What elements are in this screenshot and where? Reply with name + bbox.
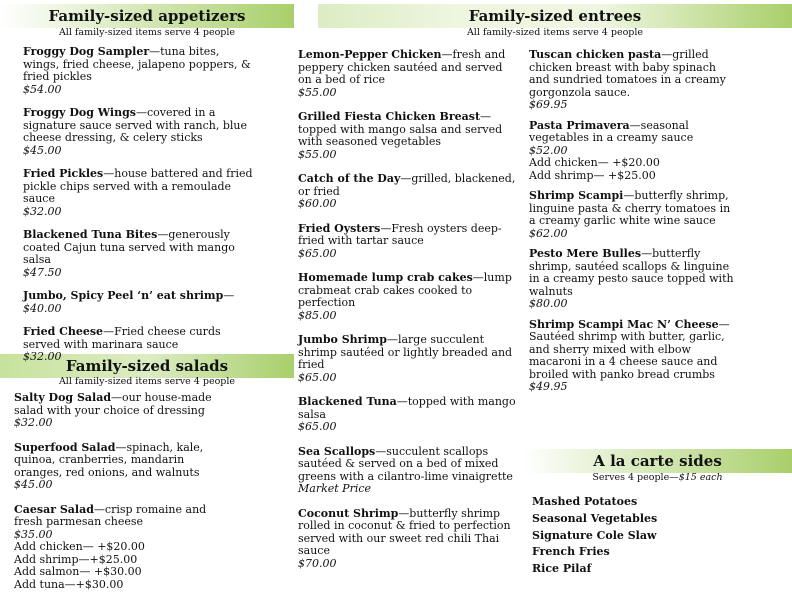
item-price: $54.00 <box>23 82 62 96</box>
menu-item <box>298 334 516 384</box>
menu-item <box>23 290 258 315</box>
item-name: Salty Dog Salad <box>14 391 112 404</box>
item-addon: Add salmon— +$30.00 <box>14 565 142 578</box>
item-name: Homemade lump crab cakes <box>298 271 473 284</box>
item-description: —large succulent shrimp sautéed or lightly breaded and fried <box>298 333 513 371</box>
item-name: Coconut Shrimp <box>298 506 399 520</box>
item-price: $70.00 <box>298 556 337 570</box>
appetizers-list <box>23 46 258 375</box>
item-name: Froggy Dog Wings <box>23 106 136 119</box>
menu-item <box>298 396 516 434</box>
item-name: Pasta Primavera <box>529 118 630 132</box>
item-description: —house battered and fried pickle chips served with a remoulade sauce <box>23 167 253 205</box>
menu-item <box>529 190 739 240</box>
item-price: $85.00 <box>298 308 337 322</box>
item-name: Froggy Dog Sampler <box>23 45 150 58</box>
menu-item <box>298 446 516 496</box>
item-name: Sea Scallops <box>298 444 376 458</box>
item-description: —butterfly shrimp rolled in coconut & fried to perfection served with our sweet red chili Thai sauce <box>298 506 511 557</box>
menu-item <box>529 319 739 394</box>
item-price: $55.00 <box>298 85 337 99</box>
menu-item <box>298 173 516 211</box>
side-item: French Fries <box>532 545 610 559</box>
menu-item <box>23 46 258 96</box>
entrees-subtitle: All family-sized items serve 4 people <box>466 27 644 38</box>
item-description: —lump crabmeat crab cakes cooked to perfection <box>298 271 512 309</box>
item-price: $35.00 <box>14 527 53 541</box>
item-description: —Fried cheese curds served with marinara sauce <box>23 325 221 351</box>
menu-item <box>23 229 258 279</box>
sides-list <box>532 494 657 578</box>
menu-item <box>14 504 234 592</box>
item-name: Blackened Tuna Bites <box>23 228 158 241</box>
menu-item <box>529 49 739 112</box>
item-name: Shrimp Scampi <box>529 189 624 202</box>
item-description: —topped with mango salsa and served with seasoned vegetables <box>298 110 503 148</box>
item-description: —spinach, kale, quinoa, cranberries, mandarin oranges, red onions, and walnuts <box>14 440 204 479</box>
item-description: —seasonal vegetables in a creamy sauce <box>529 118 694 144</box>
menu-item <box>298 223 516 261</box>
item-name: Jumbo Shrimp <box>298 333 387 346</box>
item-price: $65.00 <box>298 420 337 433</box>
item-price: $69.95 <box>529 98 568 111</box>
item-price: $47.50 <box>23 265 62 279</box>
menu-item <box>23 168 258 218</box>
item-addon: Add chicken— +$20.00 <box>14 540 145 553</box>
item-description: —succulent scallops sautéed & served on a bed of mixed greens with a cilantro-lime vinaigrette <box>298 444 513 483</box>
item-addon: Add shrimp— +$25.00 <box>529 168 656 182</box>
item-description: —Sautéed shrimp with butter, garlic, and sherry mixed with elbow macaroni in a 4 cheese sauce and broiled with panko bread crumbs <box>529 317 730 381</box>
item-description: — <box>223 289 235 302</box>
sides-subtitle-text: Serves 4 people— <box>592 472 679 483</box>
item-name: Jumbo, Spicy Peel ‘n’ eat shrimp <box>23 289 224 302</box>
item-price: $45.00 <box>14 478 53 491</box>
item-price: $80.00 <box>529 297 568 310</box>
item-price: $40.00 <box>23 301 62 315</box>
item-description: —our house-made salad with your choice of dressing <box>14 391 212 417</box>
salads-list <box>14 392 234 603</box>
item-name: Caesar Salad <box>14 502 94 516</box>
item-name: Superfood Salad <box>14 440 116 454</box>
item-price: $49.95 <box>529 380 568 393</box>
entrees-heading: Family-sized entrees <box>318 4 792 28</box>
item-price: $32.00 <box>23 204 62 218</box>
menu-item <box>23 107 258 157</box>
item-description: —grilled chicken breast with baby spinach and sundried tomatoes in a creamy gorgonzola sauce. <box>529 48 726 99</box>
item-description: —covered in a signature sauce served with ranch, blue cheese dressing, & celery sticks <box>23 106 247 144</box>
item-description: —topped with mango salsa <box>298 395 516 421</box>
sides-subtitle <box>523 472 792 483</box>
entrees-list-left <box>298 49 516 582</box>
menu-item <box>23 326 258 364</box>
menu-item <box>298 49 516 99</box>
item-addon: Add tuna—+$30.00 <box>14 577 124 591</box>
item-price: $32.00 <box>23 350 62 363</box>
item-addon: Add shrimp—+$25.00 <box>14 552 138 566</box>
side-item: Rice Pilaf <box>532 562 592 576</box>
appetizers-subtitle: All family-sized items serve 4 people <box>58 27 236 38</box>
item-description: —butterfly shrimp, sautéed scallops & linguine in a creamy pesto sauce topped with walnuts <box>529 247 734 298</box>
side-item: Seasonal Vegetables <box>532 511 658 525</box>
menu-item <box>298 111 516 161</box>
menu-item <box>14 442 234 492</box>
item-price: $52.00 <box>529 143 568 157</box>
item-price: $55.00 <box>298 147 337 161</box>
item-price: $62.00 <box>529 226 568 240</box>
item-name: Fried Cheese <box>23 325 104 338</box>
item-description: —grilled, blackened, or fried <box>298 172 516 198</box>
side-item: Mashed Potatoes <box>532 495 638 508</box>
item-price: Market Price <box>298 482 372 495</box>
item-name: Lemon-Pepper Chicken <box>298 48 442 61</box>
item-addon: Add chicken— +$20.00 <box>529 156 660 169</box>
menu-item <box>298 272 516 322</box>
appetizers-heading: Family-sized appetizers <box>0 4 294 28</box>
sides-price: $15 each <box>678 472 723 483</box>
menu-item <box>298 508 516 571</box>
item-description: —butterfly shrimp, linguine pasta & cherry tomatoes in a creamy garlic white wine sauce <box>529 189 731 227</box>
item-name: Catch of the Day <box>298 172 401 185</box>
item-description: —generously coated Cajun tuna served with mango salsa <box>23 228 235 266</box>
item-name: Pesto Mere Bulles <box>529 247 642 260</box>
item-name: Fried Oysters <box>298 221 381 235</box>
salads-heading: Family-sized salads <box>0 354 294 378</box>
item-description: —Fresh oysters deep-fried with tartar sauce <box>298 221 502 247</box>
item-description: —tuna bites, wings, fried cheese, jalapeno poppers, & fried pickles <box>23 45 251 83</box>
item-name: Fried Pickles <box>23 167 104 180</box>
item-description: —crisp romaine and fresh parmesan cheese <box>14 502 207 528</box>
entrees-list-right <box>529 49 739 402</box>
item-name: Blackened Tuna <box>298 395 397 408</box>
item-name: Tuscan chicken pasta <box>529 48 662 61</box>
item-price: $60.00 <box>298 197 337 210</box>
salads-subtitle: All family-sized items serve 4 people <box>58 376 236 387</box>
menu-item <box>14 392 234 430</box>
item-price: $45.00 <box>23 143 62 157</box>
item-name: Shrimp Scampi Mac N’ Cheese <box>529 317 719 331</box>
item-description: —fresh and peppery chicken sautéed and served on a bed of rice <box>298 48 506 86</box>
item-price: $32.00 <box>14 416 53 429</box>
side-item: Signature Cole Slaw <box>532 528 657 542</box>
item-price: $65.00 <box>298 370 337 384</box>
sides-heading: A la carte sides <box>523 449 792 473</box>
item-price: $65.00 <box>298 246 337 260</box>
item-name: Grilled Fiesta Chicken Breast <box>298 110 481 123</box>
menu-item <box>529 120 739 183</box>
menu-item <box>529 248 739 311</box>
